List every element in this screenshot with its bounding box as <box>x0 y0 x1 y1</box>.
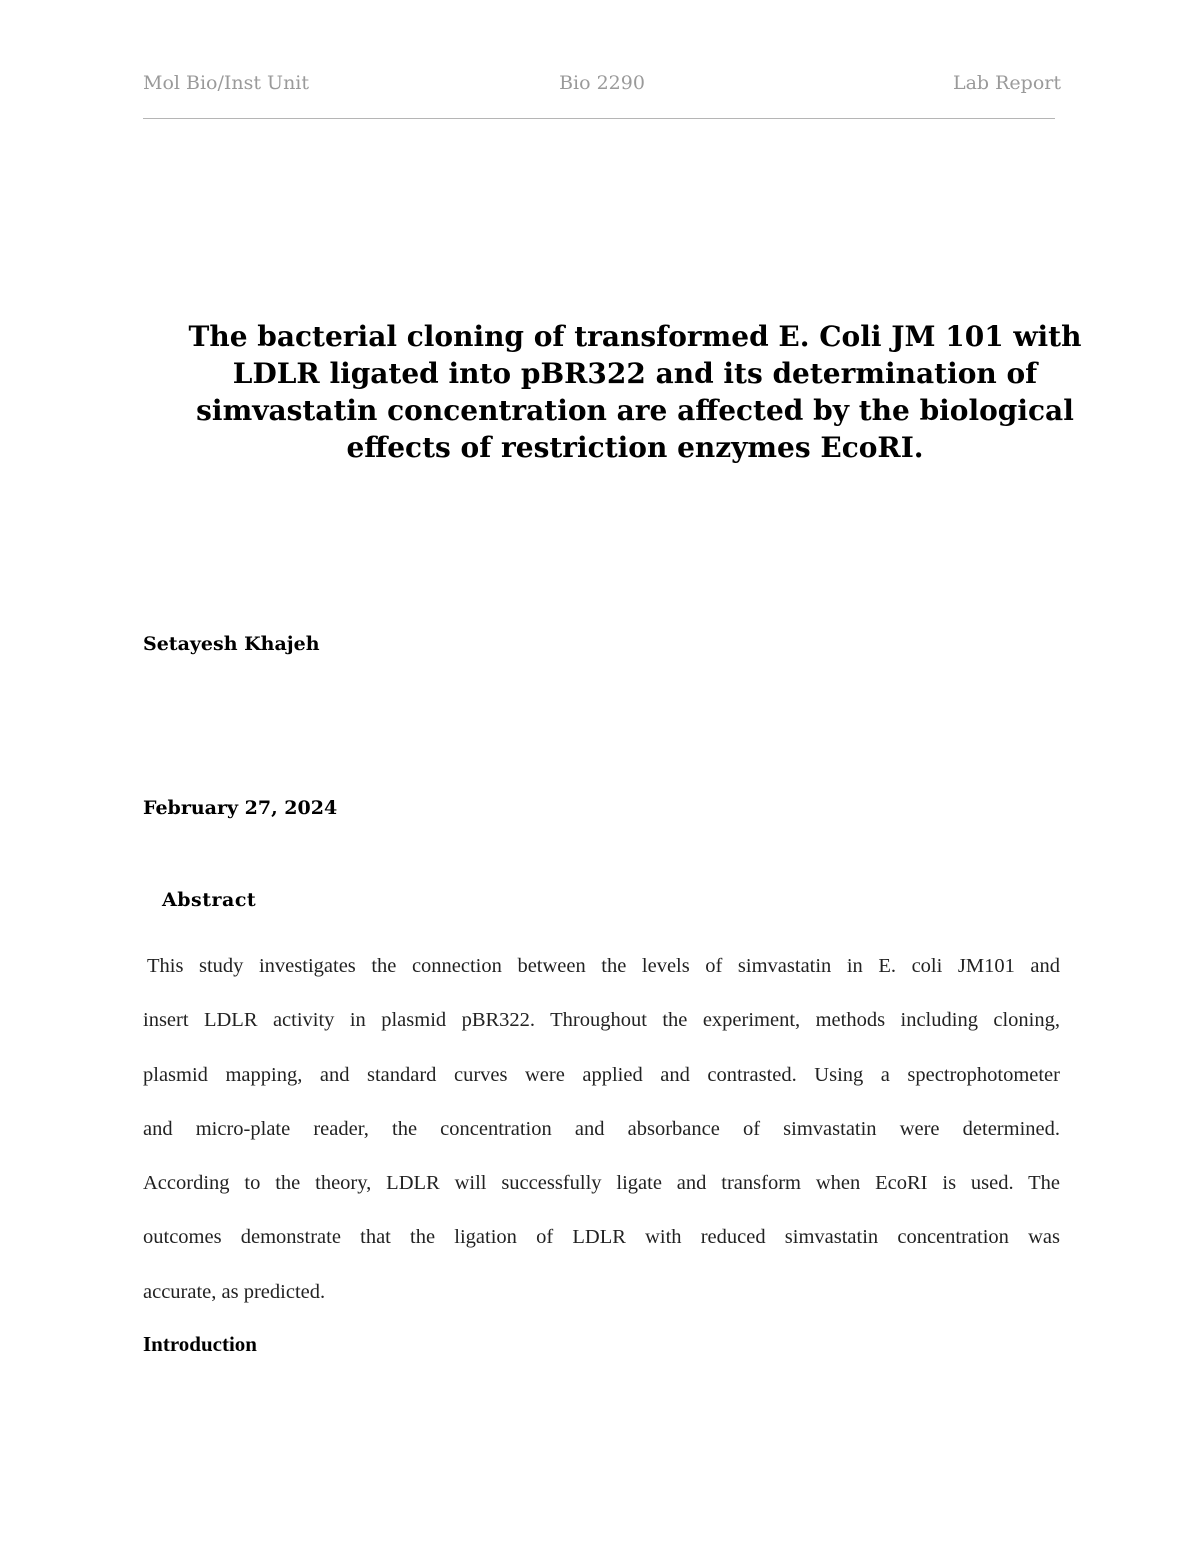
abstract-line: This study investigates the connection between the levels of simvastatin in E. coli JM101 and <box>147 955 1060 977</box>
report-title <box>185 318 1085 466</box>
report-date: February 27, 2024 <box>143 797 338 819</box>
abstract-line: and micro-plate reader, the concentration and absorbance of simvastatin were determined. <box>143 1117 1060 1140</box>
abstract-paragraph <box>143 939 1060 1319</box>
title-line: effects of restriction enzymes EcoRI. <box>346 431 924 464</box>
abstract-line: outcomes demonstrate that the ligation of LDLR with reduced simvastatin concentration was <box>143 1226 1060 1249</box>
abstract-line: insert LDLR activity in plasmid pBR322. Throughout the experiment, methods including cloning, <box>143 1009 1060 1032</box>
title-line: The bacterial cloning of transformed E. Coli JM 101 with <box>188 320 1082 353</box>
abstract-line: According to the theory, LDLR will successfully ligate and transform when EcoRI is used. The <box>143 1172 1060 1195</box>
page-header <box>143 72 1061 102</box>
title-line: simvastatin concentration are affected by the biological <box>196 394 1074 427</box>
header-left-text: Mol Bio/Inst Unit <box>143 72 310 94</box>
introduction-heading: Introduction <box>143 1332 257 1356</box>
abstract-heading: Abstract <box>162 889 257 911</box>
header-divider <box>143 118 1055 119</box>
header-center-text: Bio 2290 <box>559 72 645 94</box>
title-line: LDLR ligated into pBR322 and its determination of <box>232 357 1038 390</box>
abstract-line: plasmid mapping, and standard curves were applied and contrasted. Using a spectrophotometer <box>143 1063 1060 1086</box>
header-right-text: Lab Report <box>952 72 1061 94</box>
abstract-line: accurate, as predicted. <box>143 1280 326 1303</box>
author-name: Setayesh Khajeh <box>143 633 320 655</box>
